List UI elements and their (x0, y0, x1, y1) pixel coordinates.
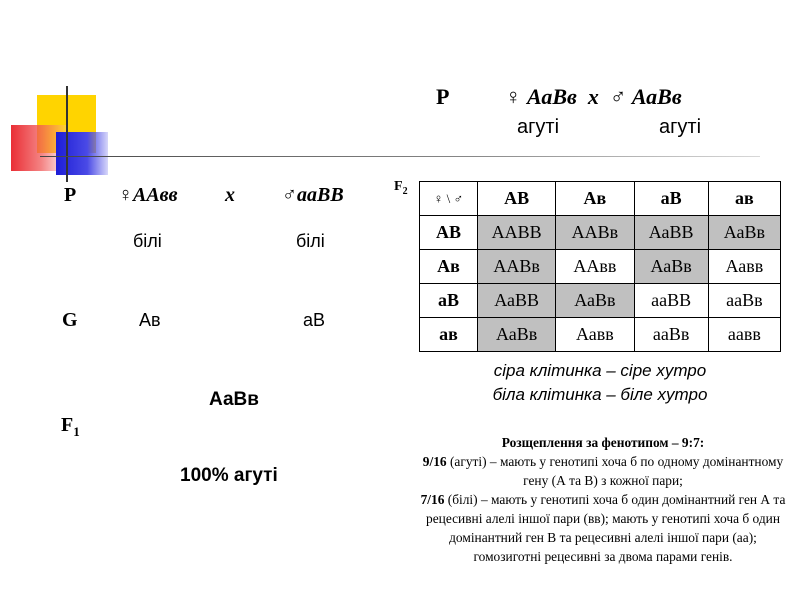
punnett-row-header: аВ (420, 284, 478, 318)
explanation-part-2 (418, 490, 788, 566)
gametes-label: G (62, 309, 78, 331)
left-cross-sign: х (225, 184, 235, 206)
punnett-cell: ААВв (556, 216, 634, 250)
punnett-row (420, 216, 781, 250)
punnett-cell: АаВв (708, 216, 780, 250)
female-gamete: Ав (139, 310, 161, 330)
punnett-col-header: АВ (477, 182, 555, 216)
top-female-phenotype: агуті (517, 116, 560, 138)
decor-vertical-line (66, 86, 68, 182)
punnett-cell: ААВв (477, 250, 555, 284)
punnett-row-header: АВ (420, 216, 478, 250)
punnett-header-row (420, 182, 781, 216)
f2-label: $F_2$ (394, 179, 408, 197)
punnett-row (420, 250, 781, 284)
left-female-phenotype: білі (133, 231, 162, 251)
top-p-label: P (436, 84, 450, 109)
decor-blue-square (56, 132, 108, 175)
punnett-cell: АаВв (634, 250, 708, 284)
punnett-row-header: Ав (420, 250, 478, 284)
ratio-9-16: 9/16 (422, 454, 447, 469)
punnett-cell: Аавв (708, 250, 780, 284)
punnett-row-header: ав (420, 318, 478, 352)
phenotype-explanation (418, 433, 788, 566)
explanation-part-1 (418, 452, 788, 490)
f2-subscript: 2 (402, 185, 408, 197)
left-female-genotype: ♀ААвв (118, 184, 178, 206)
punnett-cell: ААвв (556, 250, 634, 284)
punnett-cell: АаВВ (477, 284, 555, 318)
explanation-title: Розщеплення за фенотипом – 9:7: (501, 435, 705, 450)
f1-genotype: АаВв (209, 389, 259, 410)
punnett-cell: АаВв (477, 318, 555, 352)
explanation-part-2-text: (білі) – мають у генотипі хоча б один домінантний ген А та рецесивні алелі іншої пари (вв); мають у генотипі хоча б один домінантний ген В та рецесивні алелі іншої пари (аа); гомозиготні рецесивні за двома парами генів. (426, 492, 786, 564)
title-divider-line (40, 156, 760, 157)
f1-subscript: 1 (73, 424, 80, 439)
f1-label: $F_1$ (61, 414, 80, 439)
punnett-row (420, 318, 781, 352)
left-male-phenotype: білі (296, 231, 325, 251)
punnett-cell: ААВВ (477, 216, 555, 250)
left-p-label: P (64, 184, 77, 206)
punnett-row (420, 284, 781, 318)
punnett-cell: АаВВ (634, 216, 708, 250)
explanation-part-1-text: (агуті) – мають у генотипі хоча б по одному домінантному гену (А та В) з кожної пари; (446, 454, 784, 488)
punnett-cell: аавв (708, 318, 780, 352)
left-male-genotype: ♂ааВВ (282, 184, 344, 206)
ratio-7-16: 7/16 (420, 492, 445, 507)
male-gamete: аВ (303, 310, 326, 330)
punnett-cell: АаВв (556, 284, 634, 318)
punnett-cell: Аавв (556, 318, 634, 352)
punnett-square (419, 181, 781, 352)
punnett-col-header: ав (708, 182, 780, 216)
punnett-col-header: аВ (634, 182, 708, 216)
punnett-cell: ааВв (634, 318, 708, 352)
legend-gray: сіра клітинка – сіре хутро (493, 361, 707, 380)
top-cross-formula: ♀ АаВв х ♂ АаВв (505, 84, 682, 109)
legend-white: біла клітинка – біле хутро (492, 385, 708, 404)
punnett-cell: ааВВ (634, 284, 708, 318)
f1-result: 100% агуті (180, 465, 278, 486)
top-male-phenotype: агуті (659, 116, 702, 138)
punnett-corner-cell: ♀ \ ♂ (420, 182, 478, 216)
punnett-col-header: Ав (556, 182, 634, 216)
punnett-cell: ааВв (708, 284, 780, 318)
